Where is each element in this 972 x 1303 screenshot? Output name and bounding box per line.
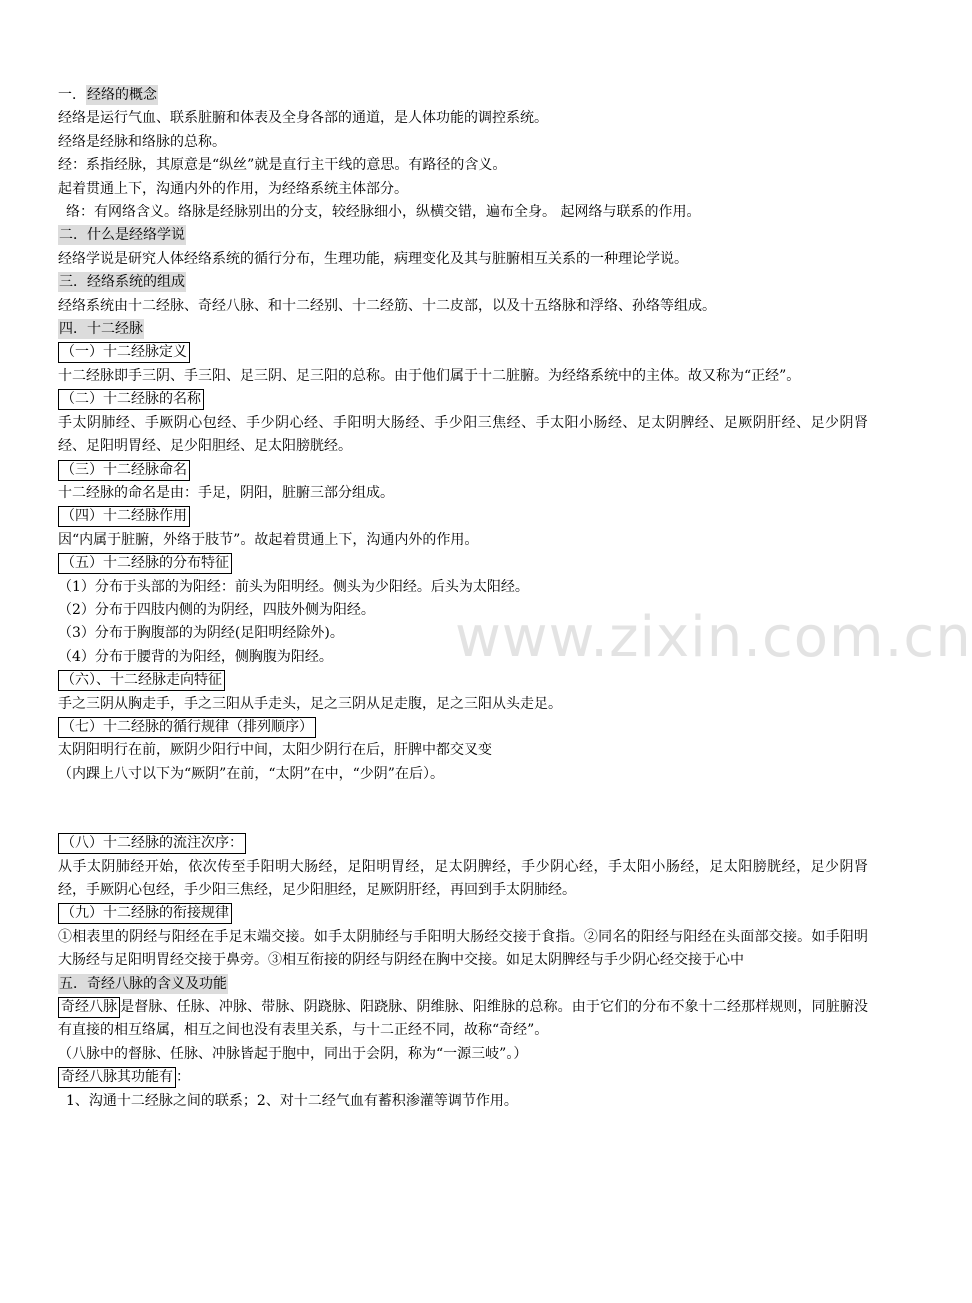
paragraph: 因“内属于脏腑，外络于肢节”。故起着贯通上下，沟通内外的作用。 xyxy=(58,531,479,548)
subheading-flow-order: （八）十二经脉的流注次序： xyxy=(58,833,246,854)
paragraph: 络：有网络含义。络脉是经脉别出的分支，较经脉细小，纵横交错，遍布全身。 起网络与联系的作用。 xyxy=(66,204,701,221)
section-1-title: 经络的概念 xyxy=(87,87,157,103)
subheading-distribution: （五）十二经脉的分布特征 xyxy=(58,553,232,574)
term-qijing-bamai: 奇经八脉 xyxy=(58,997,120,1018)
paragraph: 十二经脉的命名是由：手足，阴阳，脏腑三部分组成。 xyxy=(58,484,394,501)
blank-space xyxy=(58,786,868,832)
section-3-heading: 三．经络系统的组成 xyxy=(59,274,185,291)
paragraph: （八脉中的督脉、任脉、冲脉皆起于胞中，同出于会阴，称为“一源三岐”。） xyxy=(58,1045,528,1062)
list-item: （3）分布于胸腹部的为阴经(足阳明经除外)。 xyxy=(58,625,344,642)
section-5-heading: 五．奇经八脉的含义及功能 xyxy=(59,975,227,992)
paragraph: 经：系指经脉，其原意是“纵丝”就是直行主干线的意思。有路径的含义。 xyxy=(58,157,507,174)
paragraph: 从手太阴肺经开始，依次传至手阳明大肠经，足阳明胃经，足太阴脾经，手少阴心经，手太阳小肠经，足太阳膀胱经，足少阴肾经，手厥阴心包经，手少阳三焦经，足少阳胆经，足厥阴肝经，再回到手太阴肺经。 xyxy=(58,858,868,898)
section-1-number: 一． xyxy=(58,87,86,103)
paragraph: 经络是运行气血、联系脏腑和体表及全身各部的通道，是人体功能的调控系统。 xyxy=(58,110,548,127)
paragraph: 经络学说是研究人体经络系统的循行分布，生理功能，病理变化及其与脏腑相互关系的一种理论学说。 xyxy=(58,250,688,267)
subheading-function: （四）十二经脉作用 xyxy=(58,506,190,527)
document-body xyxy=(58,84,868,1113)
list-item: （2）分布于四肢内侧的为阴经，四肢外侧为阳经。 xyxy=(58,601,375,618)
paragraph: 手太阴肺经、手厥阴心包经、手少阴心经、手阳明大肠经、手少阳三焦经、手太阳小肠经、足太阴脾经、足厥阴肝经、足少阴肾经、足阳明胃经、足少阳胆经、足太阳膀胱经。 xyxy=(58,414,868,455)
paragraph: 经络是经脉和络脉的总称。 xyxy=(58,133,226,150)
list-item: （4）分布于腰背的为阳经，侧胸腹为阳经。 xyxy=(58,648,333,665)
paragraph: 手之三阴从胸走手，手之三阳从手走头，足之三阴从足走腹，足之三阳从头走足。 xyxy=(58,695,562,712)
paragraph: 太阴阳明行在前，厥阴少阳行中间，太阳少阴行在后，肝脾中都交叉变 xyxy=(58,742,492,759)
list-item: （1）分布于头部的为阳经：前头为阳明经。侧头为少阳经。后头为太阳经。 xyxy=(58,578,529,595)
subheading-naming: （三）十二经脉命名 xyxy=(58,460,190,481)
subheading-functions: 奇经八脉其功能有 xyxy=(58,1067,176,1088)
watermark: www.zixin.com.cn xyxy=(455,605,972,670)
subheading-names: （二）十二经脉的名称 xyxy=(58,389,204,410)
paragraph: （内踝上八寸以下为“厥阴”在前，“太阴”在中，“少阴”在后）。 xyxy=(58,765,444,782)
subheading-definition: （一）十二经脉定义 xyxy=(58,342,190,363)
subheading-course: （七）十二经脉的循行规律（排列顺序） xyxy=(58,717,316,738)
paragraph-text: 是督脉、任脉、冲脉、带脉、阴跷脉、阳跷脉、阴维脉、阳维脉的总称。由于它们的分布不象十二经那样规则，同脏腑没有直接的相互络属，相互之间也没有表里关系，与十二正经不同，故称“奇经”。 xyxy=(58,999,868,1039)
paragraph: 经络系统由十二经脉、奇经八脉、和十二经别、十二经筋、十二皮部，以及十五络脉和浮络、孙络等组成。 xyxy=(58,297,716,314)
paragraph xyxy=(58,996,868,1043)
section-2-heading: 二．什么是经络学说 xyxy=(59,227,185,244)
paragraph: 起着贯通上下，沟通内外的作用，为经络系统主体部分。 xyxy=(58,180,408,197)
paragraph: ①相表里的阴经与阳经在手足末端交接。如手太阴肺经与手阳明大肠经交接于食指。②同名的阳经与阳经在头面部交接。如手阳明大肠经与足阳明胃经交接于鼻旁。③相互衔接的阴经与阴经在胸中交接。如足太阴脾经与手少阴心经交接于心中 xyxy=(58,928,868,969)
paragraph: 十二经脉即手三阴、手三阳、足三阴、足三阳的总称。由于他们属于十二脏腑。为经络系统中的主体。故又称为“正经”。 xyxy=(58,367,801,384)
paragraph: 1、沟通十二经脉之间的联系；2、对十二经气血有蓄积渗灌等调节作用。 xyxy=(66,1092,518,1109)
section-4-heading: 四．十二经脉 xyxy=(59,321,143,338)
subheading-connection: （九）十二经脉的衔接规律 xyxy=(58,903,232,924)
subheading-direction: （六）、十二经脉走向特征 xyxy=(58,670,225,691)
section-1-heading xyxy=(58,84,868,107)
colon: ： xyxy=(176,1069,190,1086)
